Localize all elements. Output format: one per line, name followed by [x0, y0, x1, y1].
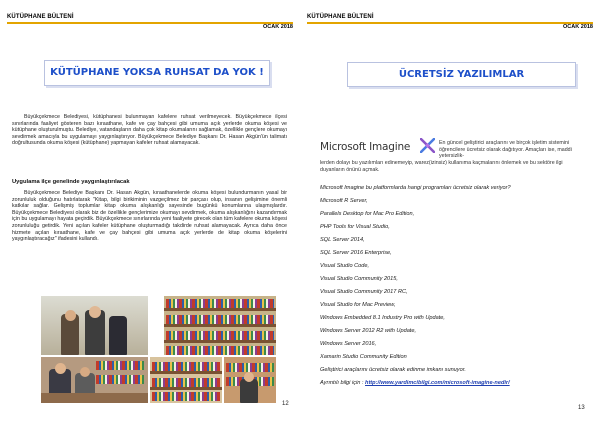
article-subheading: Uygulama ilçe genelinde yaygınlaştırılacak: [12, 179, 130, 185]
header-rule: [7, 22, 293, 24]
program-item: PHP Tools for Visual Studio,: [320, 224, 390, 230]
page-number: 13: [578, 405, 585, 411]
article-paragraph-1: Büyükçekmece Belediyesi, kütüphanesi bulunmayan kafelere ruhsat verilmeyecek. Büyükçekmece ilçesi sınırlarında faaliyet gösteren bazı kıraathane, kafe ve çay bahçesi gibi umuma açık yerlerde okuma köşesi ve kütüphane oluşturulmuştu. Belediye, vatandaşların daha çok kitap okumalarını sağlamak, özellikle gençlere okumayı sevdirmek amacıyla bu uygulamayı yaygınlaştırıyor. Büyükçekmece Belediye Başkanı Dr. Hasan Akgün'ün talimatı doğrultusunda okuma köşesi (kütüphane) yapmayan kafeler ruhsat alamayacak.: [12, 114, 287, 147]
imagine-x-icon: [420, 138, 435, 153]
reference-line: [320, 380, 510, 386]
photo-cafe-corner: [224, 357, 276, 403]
program-item: Windows Embedded 8.1 Industry Pro with Update,: [320, 315, 445, 321]
program-item: Visual Studio Community 2015,: [320, 276, 398, 282]
logo-text: Microsoft Imagine: [320, 141, 411, 153]
program-item: Microsoft R Server,: [320, 198, 368, 204]
program-item: Visual Studio Community 2017 RC,: [320, 289, 408, 295]
closing-note: Geliştirici araçlarını ücretsiz olarak edinme imkanı sunuyor.: [320, 367, 466, 373]
left-header: [7, 14, 293, 34]
page-number: 12: [282, 401, 289, 407]
program-item: Windows Server 2012 R2 with Update,: [320, 328, 417, 334]
photo-officials-reading: [41, 296, 148, 355]
reference-link[interactable]: http://www.yardimcibilgi.com/microsoft-imagine-nedir/: [365, 380, 510, 386]
program-item: Windows Server 2016,: [320, 341, 377, 347]
issue-date: OCAK 2018: [263, 24, 293, 30]
intro-text-part-2: lerden dolayı bu yazılımları edinemeyip, warez(izinsiz) kullanıma kaçmalarını önlemek ve bu sektöre ilgi duyanların önünü açmak.: [320, 160, 563, 173]
photo-bookshelf-cafe: [164, 296, 276, 355]
intro-text-part-1: En güncel geliştirici araçlarını ve birçok işletim sistemini öğrencilere ücretsiz olarak dağıtıyor. Amaçları ise, maddi yetersizlik-: [439, 140, 572, 160]
program-item: Visual Studio for Mac Preview,: [320, 302, 396, 308]
header-rule: [307, 22, 593, 24]
photo-library-shelves: [150, 357, 222, 403]
newsletter-name: KÜTÜPHANE BÜLTENİ: [7, 14, 74, 20]
program-item: SQL Server 2014,: [320, 237, 365, 243]
newsletter-name: KÜTÜPHANE BÜLTENİ: [307, 14, 374, 20]
right-header: [307, 14, 593, 34]
program-item: Parallels Desktop for Mac Pro Edition,: [320, 211, 415, 217]
article-title: KÜTÜPHANE YOKSA RUHSAT DA YOK !: [44, 60, 270, 86]
article-paragraph-2: Büyükçekmece Belediye Başkanı Dr. Hasan Akgün, kıraathanelerde okuma köşesi bulundurmanın yasal bir zorunluluk olduğunu hatırlatarak "Kitap, bilgi birikiminin vazgeçilmez bir parçası olup, insanın gelişimine önemli katkılar sağlar. Gelişmiş toplumlar kitap okuma alışkanlığı sayesinde bugünkü konumlarına ulaşmışlardır. Büyükçekmece Belediyesi olarak biz de özellikle gençlerimize okumayı sevdirmek, okuma alışkanlığını kazandırmak için bu uygulamayı hayata geçirdik. Büyükçekmece sınırlarında yeni faaliyete girecek olan tüm kafelere okuma köşesi zorunluluğu getirdik. Yeni açılan kafeler kütüphane oluşturmadığı takdirde ruhsat alamayacak. Ayrıca daha önce hizmete açılan kıraathane, kafe ve çay bahçesi gibi umuma açık yerlerde de kitap okuma köşelerini yaygınlaştıracağız" ifadesini kullandı.: [12, 190, 287, 243]
article-title: ÜCRETSİZ YAZILIMLAR: [347, 62, 576, 87]
program-item: Visual Studio Code,: [320, 263, 370, 269]
reference-label: Ayrıntılı bilgi için :: [320, 380, 366, 386]
program-item: SQL Server 2016 Enterprise,: [320, 250, 392, 256]
issue-date: OCAK 2018: [563, 24, 593, 30]
program-item: Xamarin Studio Community Edition: [320, 354, 407, 360]
photo-reading-group: [41, 357, 148, 403]
program-list-intro: Microsoft Imagine bu platformlarda hangi programları ücretsiz olarak veriyor?: [320, 185, 511, 191]
